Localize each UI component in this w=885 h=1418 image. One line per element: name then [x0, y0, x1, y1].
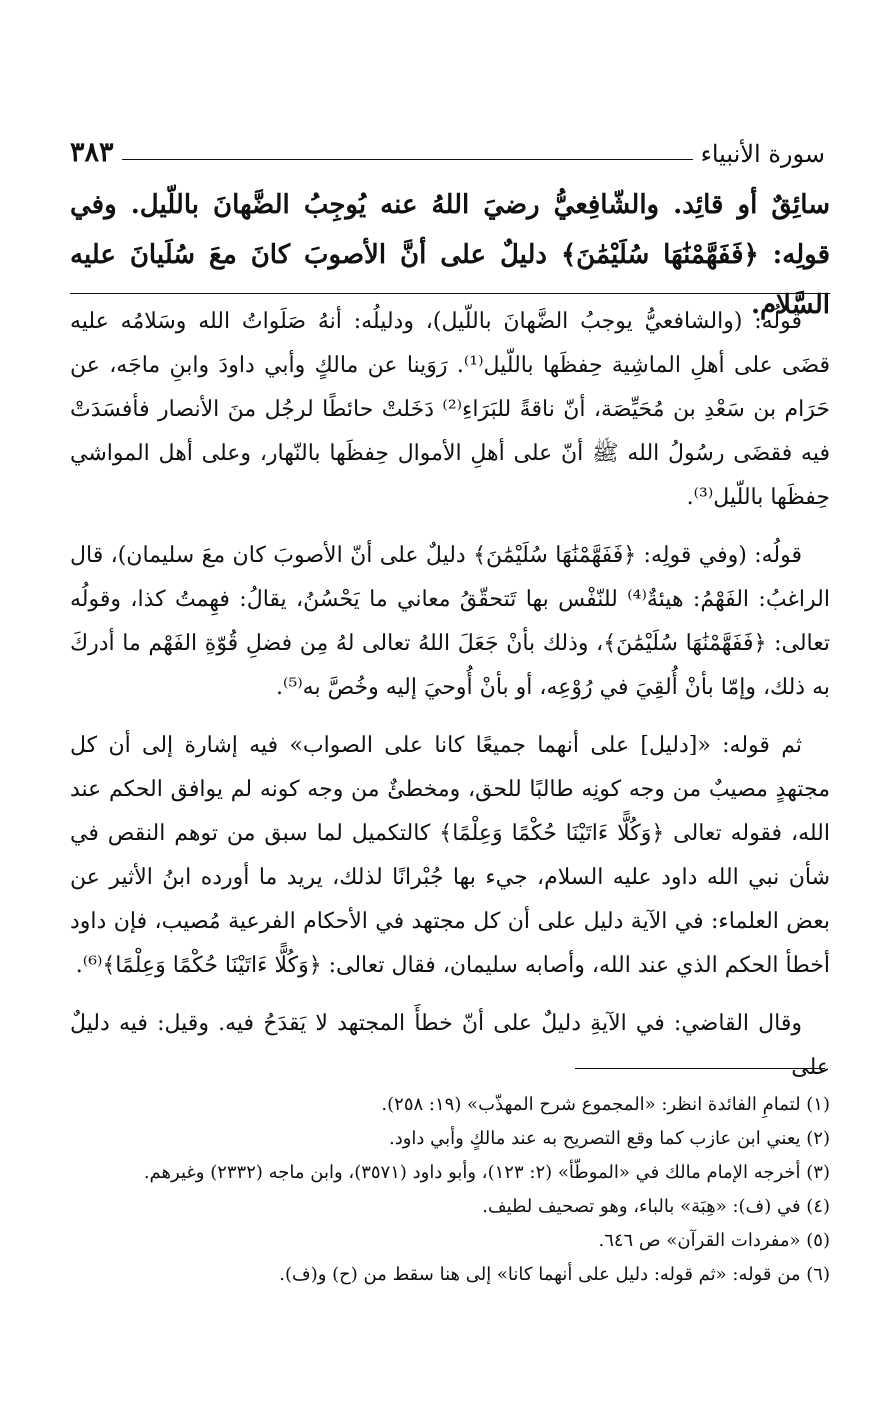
running-title: سورة الأنبياء — [700, 140, 825, 168]
base-text: سائِقٌ أو قائِد. والشّافِعيُّ رضيَ اللهُ عنه يُوجِبُ الضَّهانَ باللّيل. وفي قولِه: ﴿فَفَهَّمْنَٰهَا سُلَيْمَٰنَ﴾ دليلٌ على أنَّ الأصوبَ كانَ معَ سُلَيانَ عليه السَّلام. — [70, 190, 830, 320]
commentary-paragraph: ثم قوله: «[دليل] على أنهما جميعًا كانا على الصواب» فيه إشارة إلى أن كل مجتهدٍ مصيبٌ من وجه كونِه طالبًا للحق، ومخطئٌ من وجه كونه لم يوافق الحكم عند الله، فقوله تعالى ﴿وَكُلًّا ءَاتَيْنَا حُكْمًا وَعِلْمًا﴾ كالتكميل لما سبق من توهم النقص في شأن نبي الله داود عليه السلام، جيء بها جُبْرانًا لذلك، يريد ما أورده ابنُ الأثير عن بعض العلماء: في الآية دليل على أن كل مجتهد في الأحكام الفرعية مُصيب، فإن داود أخطأ الحكم الذي عند الله، وأصابه سليمان، فقال تعالى: ﴿وَكُلًّا ءَاتَيْنَا حُكْمًا وَعِلْمًا﴾⁽⁶⁾. — [70, 733, 830, 978]
footnotes — [70, 1088, 830, 1292]
footnote-6: (٦) من قوله: «ثم قوله: دليل على أنهما كانا» إلى هنا سقط من (ح) و(ف). — [279, 1264, 830, 1285]
commentary-paragraph: قولُه: (وفي قولِه: ﴿فَفَهَّمْنَٰهَا سُلَيْمَٰنَ﴾ دليلٌ على أنّ الأصوبَ كان معَ سليمان)، قال الراغبُ: الفَهْمُ: هيئةٌ⁽⁴⁾ للنّفْس بها تَتحقّقُ معاني ما يَحْسُنُ، يقالُ: فهِمتُ كذا، وقولُه تعالى: ﴿فَفَهَّمْنَٰهَا سُلَيْمَٰنَ﴾، وذلك بأنْ جَعَلَ اللهُ تعالى لهُ مِن فضلِ قُوّةِ الفَهْم ما أدركَ به ذلك، وإمّا بأنْ أُلقِيَ في رُوْعِه، أو بأنْ أُوحيَ إليه وخُصَّ به⁽⁵⁾. — [70, 543, 830, 700]
footnote-5: (٥) «مفردات القرآن» ص ٦٤٦. — [598, 1230, 830, 1251]
footnote-2: (٢) يعني ابن عازب كما وقع التصريح به عند مالكٍ وأبي داود. — [388, 1128, 830, 1149]
commentary — [70, 300, 830, 1098]
running-header — [70, 122, 825, 168]
footnote-4: (٤) في (ف): «هِبَة» بالباء، وهو تصحيف لطيف. — [482, 1196, 830, 1217]
footnote-1: (١) لتمامِ الفائدة انظر: «المجموع شرح المهذّب» (١٩: ٢٥٨). — [381, 1094, 830, 1115]
footnote-divider — [575, 1068, 825, 1069]
base-text-divider — [70, 293, 830, 294]
commentary-paragraph: قولُه: (والشافعيُّ يوجبُ الضَّهانَ باللّيل)، ودليلُه: أنهُ صَلَواتُ الله وسَلامُه عليه قضَى على أهلِ الماشِية حِفظَها باللّيل⁽¹⁾. رَوَينا عن مالكٍ وأبي داودَ وابنِ ماجَه، عن حَرَام بن سَعْدِ بن مُحَيِّصَة، أنّ ناقةً للبَرَاءِ⁽²⁾ دَخَلتْ حائطًا لرجُل منَ الأنصار فأفسَدَتْ فيه فقضَى رسُولُ الله ﷺ أنّ على أهلِ الأموال حِفظَها بالنّهار، وعلى أهل المواشي حِفظَها باللّيل⁽³⁾. — [70, 309, 830, 510]
page-number: ٣٨٣ — [70, 137, 114, 168]
header-rule — [122, 159, 693, 160]
commentary-paragraph: وقال القاضي: في الآيةِ دليلٌ على أنّ خطأَ المجتهد لا يَقدَحُ فيه. وقيل: فيه دليلٌ على — [70, 1011, 830, 1080]
footnote-3: (٣) أخرجه الإمام مالك في «الموطّأ» (٢: ١٢٣)، وأبو داود (٣٥٧١)، وابن ماجه (٢٣٣٢) وغيرهم. — [143, 1162, 830, 1183]
